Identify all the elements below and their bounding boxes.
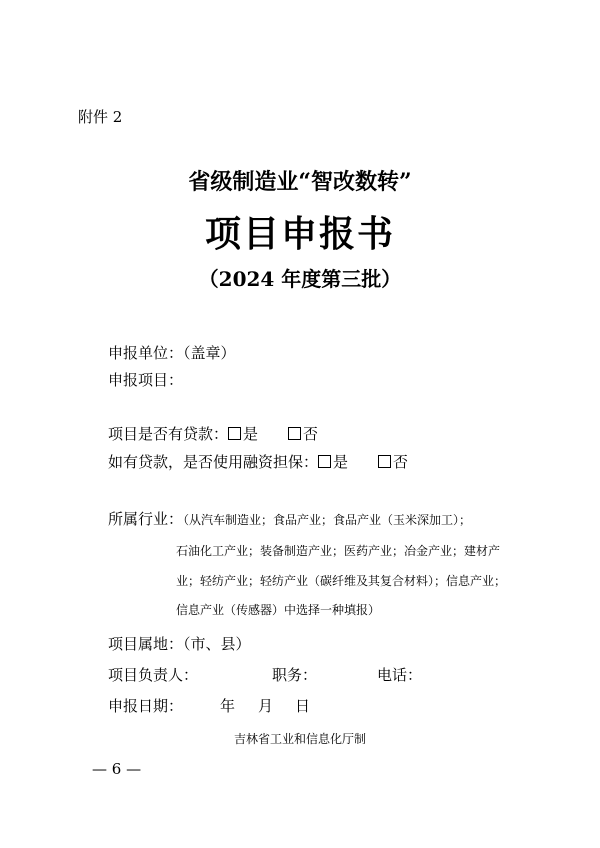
industry-line bbox=[108, 508, 471, 529]
applicant-line bbox=[108, 342, 236, 363]
date-month: 月 bbox=[258, 697, 274, 715]
position-label: 职务： bbox=[272, 666, 318, 684]
loan-no-checkbox[interactable] bbox=[288, 427, 301, 440]
guarantee-yes-checkbox[interactable] bbox=[318, 455, 331, 468]
applicant-label: 申报单位： bbox=[108, 344, 184, 362]
location-line bbox=[108, 633, 251, 654]
page-title: 项目申报书 bbox=[204, 213, 395, 255]
attachment-label: 附件 2 bbox=[78, 108, 123, 126]
location-note: （市、县） bbox=[183, 635, 251, 653]
date-day: 日 bbox=[295, 697, 311, 715]
industry-text: 信息产业（传感器）中选择一种填报） bbox=[176, 603, 381, 617]
industry-text: 业；轻纺产业；轻纺产业（碳纤维及其复合材料）；信息产业； bbox=[176, 574, 507, 588]
page-number: — 6 — bbox=[92, 760, 142, 778]
industry-label: 所属行业： bbox=[108, 510, 184, 528]
guarantee-no-checkbox[interactable] bbox=[378, 455, 391, 468]
loan-line bbox=[108, 423, 318, 444]
date-year: 年 bbox=[220, 697, 236, 715]
guarantee-line bbox=[108, 451, 408, 472]
project-line bbox=[108, 369, 183, 390]
guarantee-no-label: 否 bbox=[393, 453, 409, 471]
title-line-1: 省级制造业“智改数转” bbox=[188, 169, 412, 195]
date-label: 申报日期： bbox=[108, 697, 184, 715]
loan-no-label: 否 bbox=[303, 425, 319, 443]
guarantee-question: 如有贷款，是否使用融资担保： bbox=[108, 453, 319, 471]
industry-text: （从汽车制造业；食品产业；食品产业（玉米深加工）； bbox=[183, 513, 472, 527]
loan-yes-label: 是 bbox=[243, 425, 259, 443]
guarantee-yes-label: 是 bbox=[333, 453, 349, 471]
phone-label: 电话： bbox=[377, 666, 423, 684]
issuer-footer: 吉林省工业和信息化厅制 bbox=[233, 732, 366, 746]
loan-question: 项目是否有贷款： bbox=[108, 425, 229, 443]
location-label: 项目属地： bbox=[108, 635, 184, 653]
loan-yes-checkbox[interactable] bbox=[228, 427, 241, 440]
industry-text: 石油化工产业；装备制造产业；医药产业；冶金产业；建材产 bbox=[176, 544, 501, 558]
project-label: 申报项目： bbox=[108, 371, 184, 389]
applicant-note: （盖章） bbox=[183, 344, 236, 362]
leader-label: 项目负责人： bbox=[108, 666, 199, 684]
title-batch: （2024 年度第三批） bbox=[198, 267, 402, 291]
